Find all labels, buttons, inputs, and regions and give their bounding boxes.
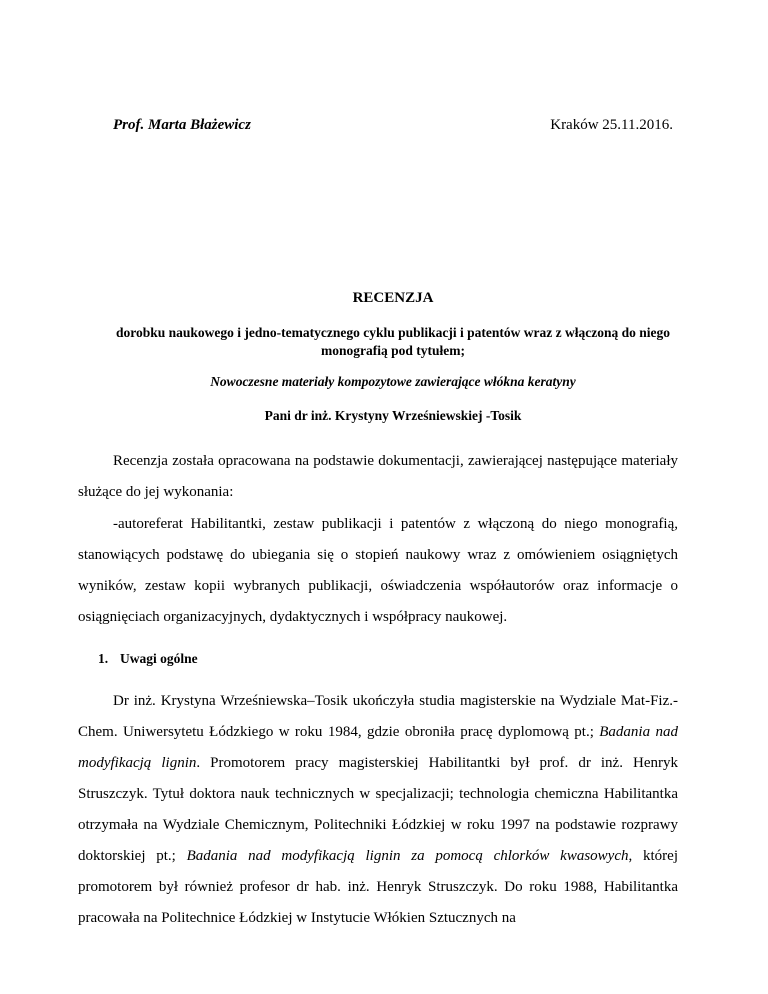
candidate-name: Pani dr inż. Krystyny Wrześniewskiej -Tosik [264,408,522,423]
monograph-title: Nowoczesne materiały kompozytowe zawierające włókna keratyny [210,374,576,389]
document-subtitle: dorobku naukowego i jedno-tematycznego cyklu publikacji i patentów wraz z włączoną do niego monografią pod tytułem; [115,325,670,358]
section-heading [98,651,198,667]
intro-text-1: Recenzja została opracowana na podstawie dokumentacji, zawierającej następujące materiały służące do jej wykonania: [78,453,678,500]
text-part-2: . Promotorem pracy magisterskiej Habilitantki był prof. dr inż. Henryk Struszczyk. Tytuł doktora nauk technicznych w specjalizacji; technologia chemiczna Habilitantka otrzymała na Wydziale Chemicznym, Politechniki Łódzkiej w roku 1997 na podstawie rozprawy doktorskiej pt.; [78,755,679,864]
place-date: Kraków 25.11.2016. [550,117,673,133]
thesis-title-doctoral: Badania nad modyfikacją lignin za pomocą chlorków kwasowych [186,848,629,864]
intro-paragraph-1 [78,446,678,508]
section-1-paragraph [78,686,678,934]
section-title: Uwagi ogólne [120,651,198,666]
thesis-title-master: Badania nad modyfikacją lignin [78,724,678,771]
intro-text-2: -autoreferat Habilitantki, zestaw publikacji i patentów z włączoną do niego monografią, stanowiących podstawę do ubiegania się o stopień naukowy wraz z omówieniem osiągniętych wyników, zestaw kopii wybranych publikacji, oświadczenia współautorów oraz informacje o osiągnięciach organizacyjnych, dydaktycznych i współpracy naukowej. [78,516,678,625]
text-part-3: , której promotorem był również profesor dr hab. inż. Henryk Struszczyk. Do roku 1988, Habilitantka pracowała na Politechnice Łódzkiej w Instytucie Włókien Sztucznych na [78,848,678,926]
document-title: RECENZJA [352,290,434,306]
text-part-1: Dr inż. Krystyna Wrześniewska–Tosik ukończyła studia magisterskie na Wydziale Mat-Fiz.-Chem. Uniwersytetu Łódzkiego w roku 1984, gdzie obroniła pracę dyplomową pt.; [78,693,678,740]
section-1-text [78,686,678,934]
author-name: Prof. Marta Błażewicz [113,117,251,133]
intro-paragraph-2 [78,509,678,633]
section-number: 1. [98,651,109,666]
